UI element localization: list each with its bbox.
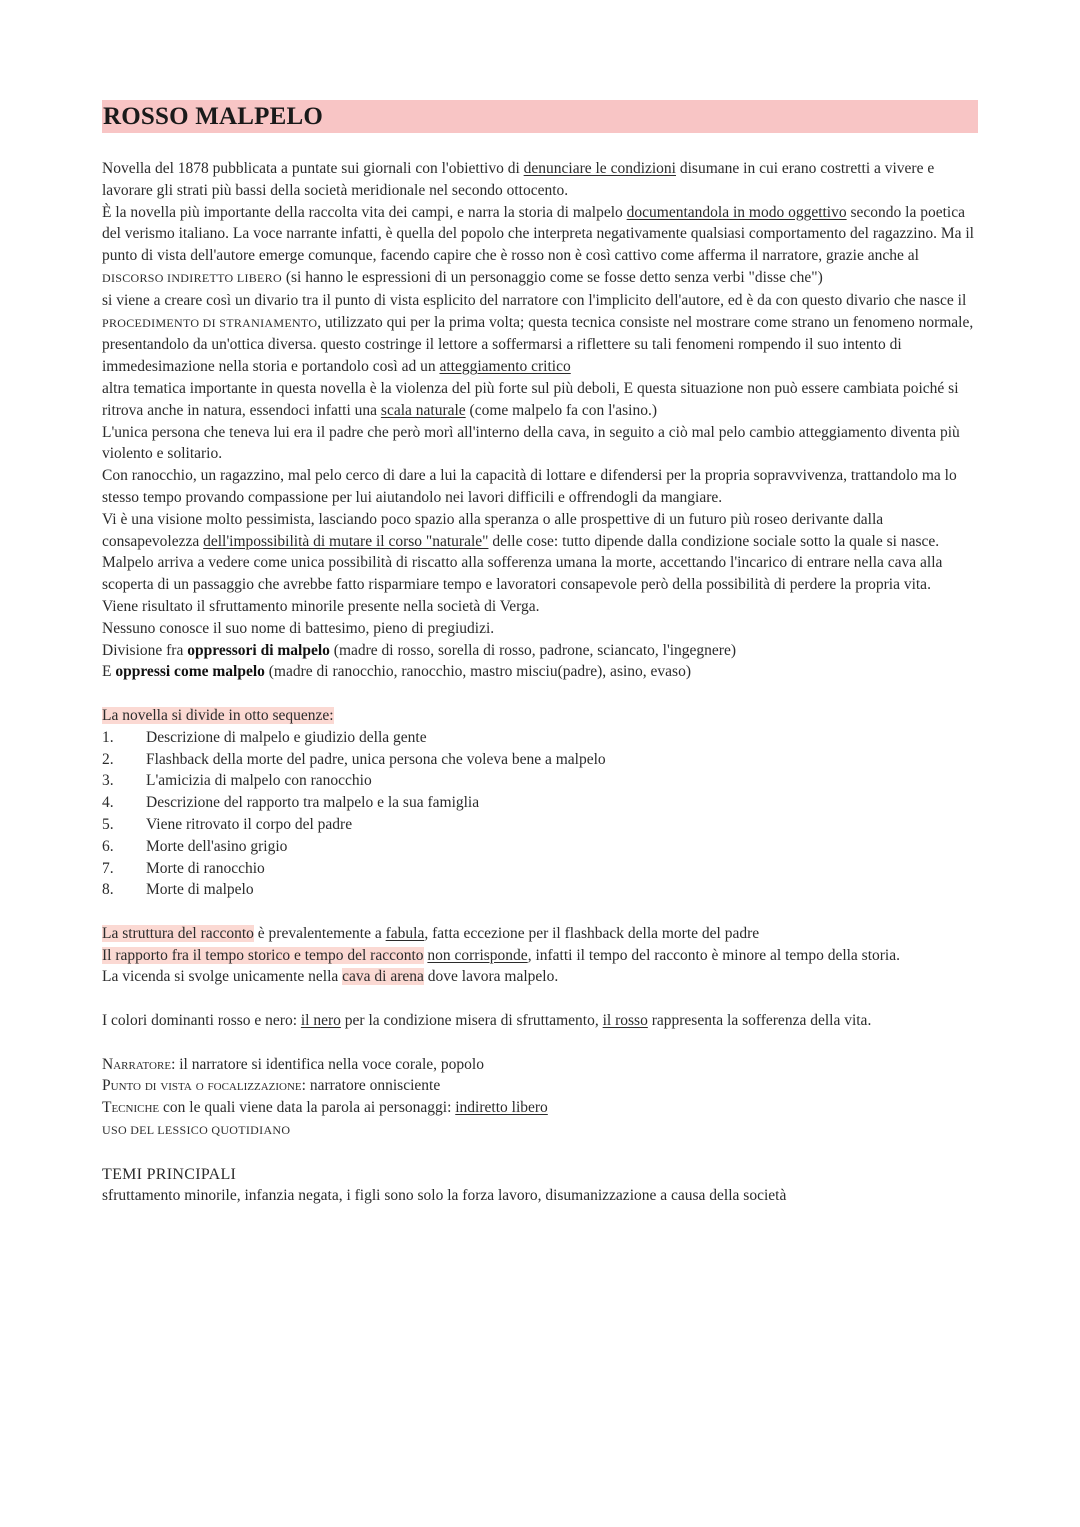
- sequences-heading: [102, 705, 978, 727]
- text-run: : narratore onnisciente: [301, 1077, 441, 1095]
- document-page: [102, 100, 978, 1207]
- sequence-number: 1.: [102, 728, 114, 746]
- temi-heading: TEMI PRINCIPALI: [102, 1165, 237, 1183]
- sequence-item: [102, 727, 978, 749]
- text-run: dove lavora malpelo.: [423, 968, 559, 986]
- sequence-text: Morte di malpelo: [146, 881, 254, 899]
- highlighted-text: La struttura del racconto: [102, 924, 254, 942]
- underlined-text: dell'impossibilità di mutare il corso "naturale": [203, 532, 489, 550]
- time-relation-line: [102, 945, 978, 967]
- text-run: (si hanno le espressioni di un personaggio come se fosse detto senza verbi "disse che"): [281, 268, 823, 286]
- text-run: , infatti il tempo del racconto è minore al tempo della storia.: [527, 946, 900, 964]
- sequence-number: 7.: [102, 859, 114, 877]
- lessico-line: [102, 1119, 978, 1142]
- underlined-text: documentandola in modo oggettivo: [626, 203, 847, 221]
- underlined-text: atteggiamento critico: [439, 358, 571, 376]
- underlined-text: il rosso: [602, 1012, 648, 1030]
- sequence-text: Viene ritrovato il corpo del padre: [146, 815, 353, 833]
- sequence-text: Morte di ranocchio: [146, 859, 265, 877]
- sequence-item: [102, 814, 978, 836]
- bold-text: oppressori di malpelo: [187, 641, 330, 659]
- text-run: secondo la poetica del verismo italiano. La voce narrante infatti, è quella del popolo che interpreta negativamente qualsiasi comportamento del ragazzino. Ma il punto di vista dell'autore emerge comunque, facendo capire che è rosso non è così cattivo come afferma il narratore, grazie anche al: [102, 203, 974, 265]
- intro-paragraph-9: Viene risultato il sfruttamento minorile presente nella società di Verga.: [102, 597, 540, 615]
- colors-line: [102, 1010, 978, 1032]
- bold-text: oppressi come malpelo: [115, 663, 265, 681]
- text-run: Vi è una visione molto pessimista, lasciando poco spazio alla speranza o alle prospettive di un futuro più roseo derivante dalla consapevolezza: [102, 510, 884, 550]
- text-run: delle cose: tutto dipende dalla condizione sociale sotto la quale si nasce.: [488, 532, 940, 550]
- intro-paragraph-2: [102, 202, 978, 290]
- sequence-item: [102, 858, 978, 880]
- smallcaps-label: Narratore: [102, 1055, 172, 1073]
- text-run: rappresenta la sofferenza della vita.: [647, 1012, 872, 1030]
- intro-paragraph-4: [102, 378, 978, 422]
- setting-line: [102, 966, 978, 988]
- intro-paragraph-1: [102, 158, 978, 202]
- highlighted-text: Il rapporto fra il tempo storico e tempo del racconto: [102, 946, 424, 964]
- text-run: (come malpelo fa con l'asino.): [465, 401, 657, 419]
- tecniche-line: [102, 1097, 978, 1119]
- underlined-text: indiretto libero: [455, 1099, 548, 1117]
- sequence-text: L'amicizia di malpelo con ranocchio: [146, 772, 372, 790]
- sequence-item: [102, 879, 978, 901]
- oppressori-line: [102, 640, 978, 662]
- intro-paragraph-10: Nessuno conosce il suo nome di battesimo, pieno di pregiudizi.: [102, 619, 495, 637]
- text-run: Novella del 1878 pubblicata a puntate sui giornali con l'obiettivo di: [102, 160, 524, 177]
- text-run: per la condizione misera di sfruttamento,: [340, 1012, 603, 1030]
- underlined-text: fabula: [385, 924, 425, 942]
- temi-text: sfruttamento minorile, infanzia negata, i figli sono solo la forza lavoro, disumanizzazione a causa della società: [102, 1187, 787, 1205]
- structure-line: [102, 923, 978, 945]
- text-run: disumane in cui erano costretti a vivere e lavorare gli strati più bassi della società meridionale nel secondo ottocento.: [102, 160, 935, 199]
- sequence-number: 8.: [102, 881, 114, 899]
- text-run: E: [102, 663, 116, 681]
- intro-paragraph-6: Con ranocchio, un ragazzino, mal pelo cerco di dare a lui la capacità di lottare e difendersi per la propria sopravvivenza, trattandolo ma lo stesso tempo provando compassione per lui aiutandolo nei lavori difficili e offrendogli da mangiare.: [102, 467, 957, 506]
- text-run: Divisione fra: [102, 641, 188, 659]
- text-run: con le quali viene data la parola ai personaggi:: [159, 1099, 456, 1117]
- sequence-item: [102, 836, 978, 858]
- sequence-number: 3.: [102, 772, 114, 790]
- text-run: altra tematica importante in questa novella è la violenza del più forte sul più deboli, E questa situazione non può essere cambiata poiché si ritrova anche in natura, essendoci infatti una: [102, 379, 959, 419]
- intro-paragraph-3: [102, 290, 978, 378]
- smallcaps-term: PROCEDIMENTO DI STRANIAMENTO: [102, 315, 318, 330]
- sequence-text: Flashback della morte del padre, unica persona che voleva bene a malpelo: [146, 750, 606, 768]
- sequence-item: [102, 749, 978, 771]
- underlined-text: il nero: [300, 1012, 341, 1030]
- sequence-text: Descrizione del rapporto tra malpelo e la sua famiglia: [146, 794, 480, 812]
- text-run: (madre di ranocchio, ranocchio, mastro misciu(padre), asino, evaso): [264, 663, 691, 681]
- smallcaps-term: USO DEL LESSICO QUOTIDIANO: [102, 1123, 291, 1138]
- sequences-list: [102, 727, 978, 901]
- smallcaps-label: Tecniche: [102, 1099, 160, 1117]
- sequence-text: Descrizione di malpelo e giudizio della gente: [146, 728, 427, 746]
- smallcaps-term: DISCORSO INDIRETTO LIBERO: [102, 270, 282, 285]
- sequence-number: 4.: [102, 794, 114, 812]
- sequence-text: Morte dell'asino grigio: [146, 837, 288, 855]
- text-run: , utilizzato qui per la prima volta; questa tecnica consiste nel mostrare come strano un fenomeno normale, presentandolo da un'ottica diversa. questo costringe il lettore a soffermarsi a riflettere su tali fenomeni rompendo il suo intento di immedesimazione nella storia e portandolo così ad un: [102, 313, 974, 376]
- oppressi-line: [102, 661, 978, 683]
- sequence-item: [102, 792, 978, 814]
- sequence-number: 6.: [102, 837, 114, 855]
- sequence-number: 2.: [102, 750, 114, 768]
- punto-di-vista-line: [102, 1075, 978, 1097]
- sequence-number: 5.: [102, 815, 114, 833]
- underlined-text: non corrisponde: [427, 946, 528, 964]
- text-run: La vicenda si svolge unicamente nella: [102, 968, 343, 986]
- intro-paragraph-5: L'unica persona che teneva lui era il padre che però morì all'interno della cava, in seguito a ciò mal pelo cambio atteggiamento diventa più violento e solitario.: [102, 423, 960, 463]
- smallcaps-label: Punto di vista o focalizzazione: [102, 1077, 302, 1095]
- underlined-text: scala naturale: [380, 401, 466, 419]
- text-run: : il narratore si identifica nella voce corale, popolo: [171, 1055, 484, 1073]
- text-run: è prevalentemente a: [253, 924, 386, 942]
- highlighted-text: cava di arena: [342, 968, 424, 986]
- page-title: ROSSO MALPELO: [102, 100, 978, 133]
- text-run: I colori dominanti rosso e nero:: [102, 1012, 301, 1030]
- highlighted-text: La novella si divide in otto sequenze:: [102, 706, 334, 724]
- text-run: (madre di rosso, sorella di rosso, padrone, sciancato, l'ingegnere): [329, 641, 737, 659]
- text-run: È la novella più importante della raccolta vita dei campi, e narra la storia di malpelo: [102, 203, 627, 221]
- text-run: si viene a creare così un divario tra il punto di vista esplicito del narratore con l'implicito dell'autore, ed è da con questo divario che nasce il: [102, 291, 967, 309]
- narratore-line: [102, 1054, 978, 1076]
- text-run: , fatta eccezione per il flashback della morte del padre: [424, 924, 760, 942]
- intro-paragraph-7: [102, 509, 978, 553]
- sequence-item: [102, 770, 978, 792]
- intro-paragraph-8: Malpelo arriva a vedere come unica possibilità di riscatto alla sofferenza umana la morte, accettando l'incarico di entrare nella cava alla scoperta di un passaggio che avrebbe fatto risparmiare tempo e lavoratori consapevole però della possibilità di perdere la propria vita.: [102, 554, 943, 594]
- underlined-text: denunciare le condizioni: [523, 160, 676, 177]
